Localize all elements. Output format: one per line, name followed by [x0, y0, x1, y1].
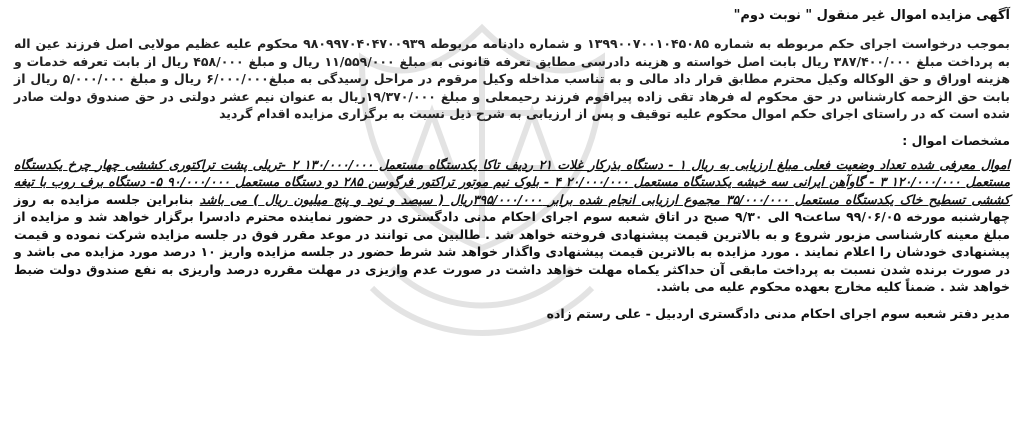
notice-intro: بموجب درخواست اجرای حکم مربوطه به شماره ۱۳۹۹۰۰۷۰۰۱۰۴۵۰۸۵ و شماره دادنامه مربوطه ۹۸۰۹۹۷۰۴۰۴۷۰۰۹۳۹ محکوم علیه عظیم مولایی اصل فرزند عین اله به پرداخت مبلغ ۳۸۷/۴۰۰/۰۰۰ ریال بابت اصل خواسته و هزینه دادرسی مطابق تعرفه قانونی به مبلغ ۱۱/۵۵۹/۰۰۰ ریال و مبلغ ۴۵۸/۰۰۰ ریال از بابت تعرفه خدمات و هزینه اوراق و حق الوکاله وکیل محترم مطابق قرار داد مالی و به تناسب مداخله وکیل مرقوم در مراحل رسیدگی به مبلغ۶/۰۰۰/۰۰۰ ریال و مبلغ ۵/۰۰۰/۰۰۰ ریال از بابت حق الزحمه کارشناس در حق محکوم له فرهاد تقی زاده پیراقوم فرزند رحیمعلی و مبلغ ۱۹/۳۷۰/۰۰۰ریال به عنوان نیم عشر دولتی در حق صندوق دولت صادر شده است که در راستای اجرای حکم اموال محکوم علیه توقیف و پس از ارزیابی به شرح ذیل نسبت به برگزاری مزایده اقدام گردید	[14, 36, 1010, 121]
property-items-list: اموال معرفی شده تعداد وضعیت فعلی مبلغ ارزیابی به ریال ۱ - دستگاه بذرکار غلات ۲۱ ردیف تاکا یکدستگاه مستعمل ۱۳۰/۰۰۰/۰۰۰ ۲ -تریلی پشت تراکتوری کششی چهار چرخ یکدستگاه مستعمل ۱۲۰/۰۰۰/۰۰۰ ۳ - گاوآهن ایرانی سه خیشه یکدستگاه مستعمل ۲۰/۰۰۰/۰۰۰ ۴ - بلوک نیم موتور تراکتور فرگوسن ۲۸۵ دو دستگاه مستعمل ۹۰/۰۰۰/۰۰۰ ۵- دستگاه برف روب با تیغه کششی تسطیح خاک یکدستگاه مستعمل ۳۵/۰۰۰/۰۰۰ مجموع ارزیابی انجام شده برابر ۳۹۵/۰۰۰/۰۰۰ریال ( سیصد و نود و پنج میلیون ریال ) می باشد	[14, 156, 1011, 207]
auction-terms: بنابراین جلسه مزایده به روز چهارشنبه مورخه ۹۹/۰۶/۰۵ ساعت۹ الی ۹/۳۰ صبح در اتاق شعبه سوم اجرای احکام مدنی دادگستری در حضور نماینده محترم دادسرا برگزار خواهد شد و مزایده از مبلغ معینه کارشناسی مزبور شروع و به بالاترین قیمت پیشنهادی فروخته خواهد شد . طالبین می توانند در موعد مقرر فوق در جلسه مزایده شرکت نموده و قیمت پیشنهادی خودشان را اعلام نمایند . مورد مزایده به بالاترین قیمت پیشنهادی واگذار خواهد شد شرط حضور در جلسه مزایده واریز ۱۰ درصد مورد مزایده می باشد و در صورت برنده شدن نسبت به پرداخت مابقی آن حداکثر یکماه مهلت خواهد داشت در صورت عدم واریزی در مهلت مقرره درصد واریزی به نفع صندوق دولت ضبط خواهد شد . ضمناً کلیه مخارج بعهده محکوم علیه می باشد.	[14, 191, 1011, 294]
property-items	[14, 156, 1010, 296]
notice-signature: مدیر دفتر شعبه سوم اجرای احکام مدنی دادگستری اردبیل - علی رستم زاده	[546, 305, 1010, 321]
notice-title: آگهی مزایده اموال غیر منقول " نوبت دوم"	[733, 8, 1010, 23]
property-section-heading: مشخصات اموال :	[902, 132, 1010, 148]
